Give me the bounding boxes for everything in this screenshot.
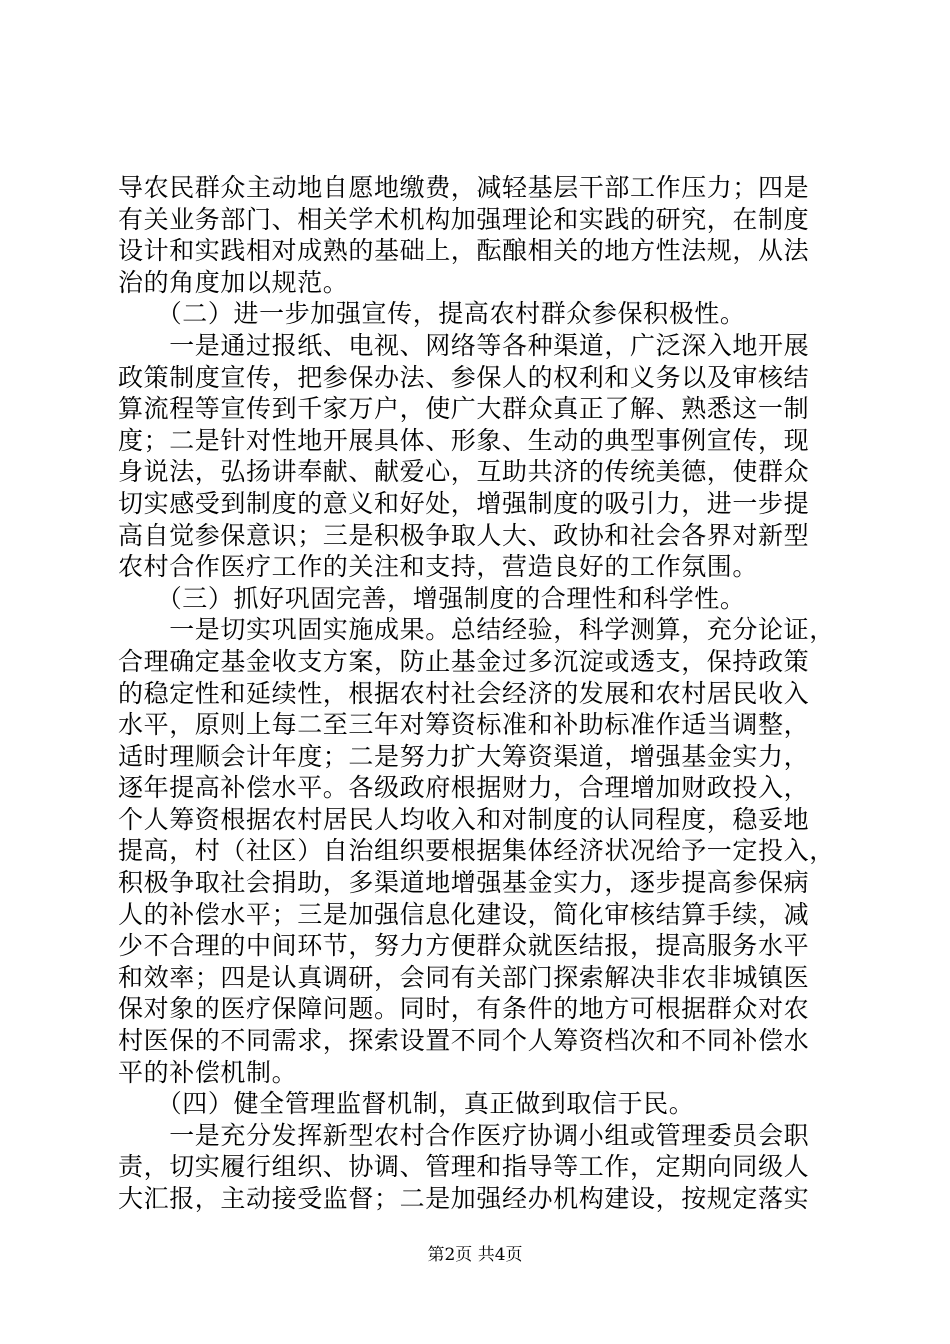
text-line: 政策制度宣传，把参保办法、参保人的权利和义务以及审核结: [118, 362, 810, 392]
text-line: 逐年提高补偿水平。各级政府根据财力，合理增加财政投入，: [118, 773, 810, 803]
text-line: 责，切实履行组织、协调、管理和指导等工作，定期向同级人: [118, 1152, 810, 1182]
text-line: 身说法，弘扬讲奉献、献爱心，互助共济的传统美德，使群众: [118, 457, 810, 487]
text-line: 和效率；四是认真调研，会同有关部门探索解决非农非城镇医: [118, 962, 810, 992]
text-line: （二）进一步加强宣传，提高农村群众参保积极性。: [118, 299, 746, 329]
text-line: 合理确定基金收支方案，防止基金过多沉淀或透支，保持政策: [118, 646, 810, 676]
text-line: 的稳定性和延续性，根据农村社会经济的发展和农村居民收入: [118, 678, 810, 708]
text-line: 算流程等宣传到千家万户，使广大群众真正了解、熟悉这一制: [118, 394, 810, 424]
text-line: 保对象的医疗保障问题。同时，有条件的地方可根据群众对农: [118, 994, 810, 1024]
text-line: （三）抓好巩固完善，增强制度的合理性和科学性。: [118, 583, 746, 613]
text-line: 治的角度加以规范。: [118, 267, 349, 297]
text-line: 村医保的不同需求，探索设置不同个人筹资档次和不同补偿水: [118, 1026, 810, 1056]
text-line: 度；二是针对性地开展具体、形象、生动的典型事例宣传，现: [118, 425, 810, 455]
text-line: 积极争取社会捐助，多渠道地增强基金实力，逐步提高参保病: [118, 868, 810, 898]
text-line: 设计和实践相对成熟的基础上，酝酿相关的地方性法规，从法: [118, 236, 810, 266]
text-line: 导农民群众主动地自愿地缴费，减轻基层干部工作压力；四是: [118, 173, 810, 202]
text-line: 农村合作医疗工作的关注和支持，营造良好的工作氛围。: [118, 552, 759, 582]
text-line: 一是充分发挥新型农村合作医疗协调小组或管理委员会职: [118, 1120, 810, 1150]
text-line: 少不合理的中间环节，努力方便群众就医结报，提高服务水平: [118, 931, 810, 961]
text-line: 适时理顺会计年度；二是努力扩大筹资渠道，增强基金实力，: [118, 741, 810, 771]
text-line: 个人筹资根据农村居民人均收入和对制度的认同程度，稳妥地: [118, 804, 810, 834]
text-line: 一是切实巩固实施成果。总结经验，科学测算，充分论证，: [118, 615, 835, 645]
text-line: 提高，村（社区）自治组织要根据集体经济状况给予一定投入，: [118, 836, 835, 866]
body-text: [118, 172, 833, 1215]
text-line: 切实感受到制度的意义和好处，增强制度的吸引力，进一步提: [118, 488, 810, 518]
text-line: 平的补偿机制。: [118, 1057, 298, 1087]
text-line: 一是通过报纸、电视、网络等各种渠道，广泛深入地开展: [118, 330, 810, 360]
text-line: 人的补偿水平；三是加强信息化建设，简化审核结算手续，减: [118, 899, 810, 929]
text-line: 水平，原则上每二至三年对筹资标准和补助标准作适当调整，: [118, 710, 810, 740]
page-footer: 第2页 共4页: [427, 1245, 523, 1265]
text-line: （四）健全管理监督机制，真正做到取信于民。: [118, 1089, 695, 1119]
text-line: 有关业务部门、相关学术机构加强理论和实践的研究，在制度: [118, 204, 810, 234]
text-line: 高自觉参保意识；三是积极争取人大、政协和社会各界对新型: [118, 520, 810, 550]
text-line: 大汇报，主动接受监督；二是加强经办机构建设，按规定落实: [118, 1184, 810, 1213]
